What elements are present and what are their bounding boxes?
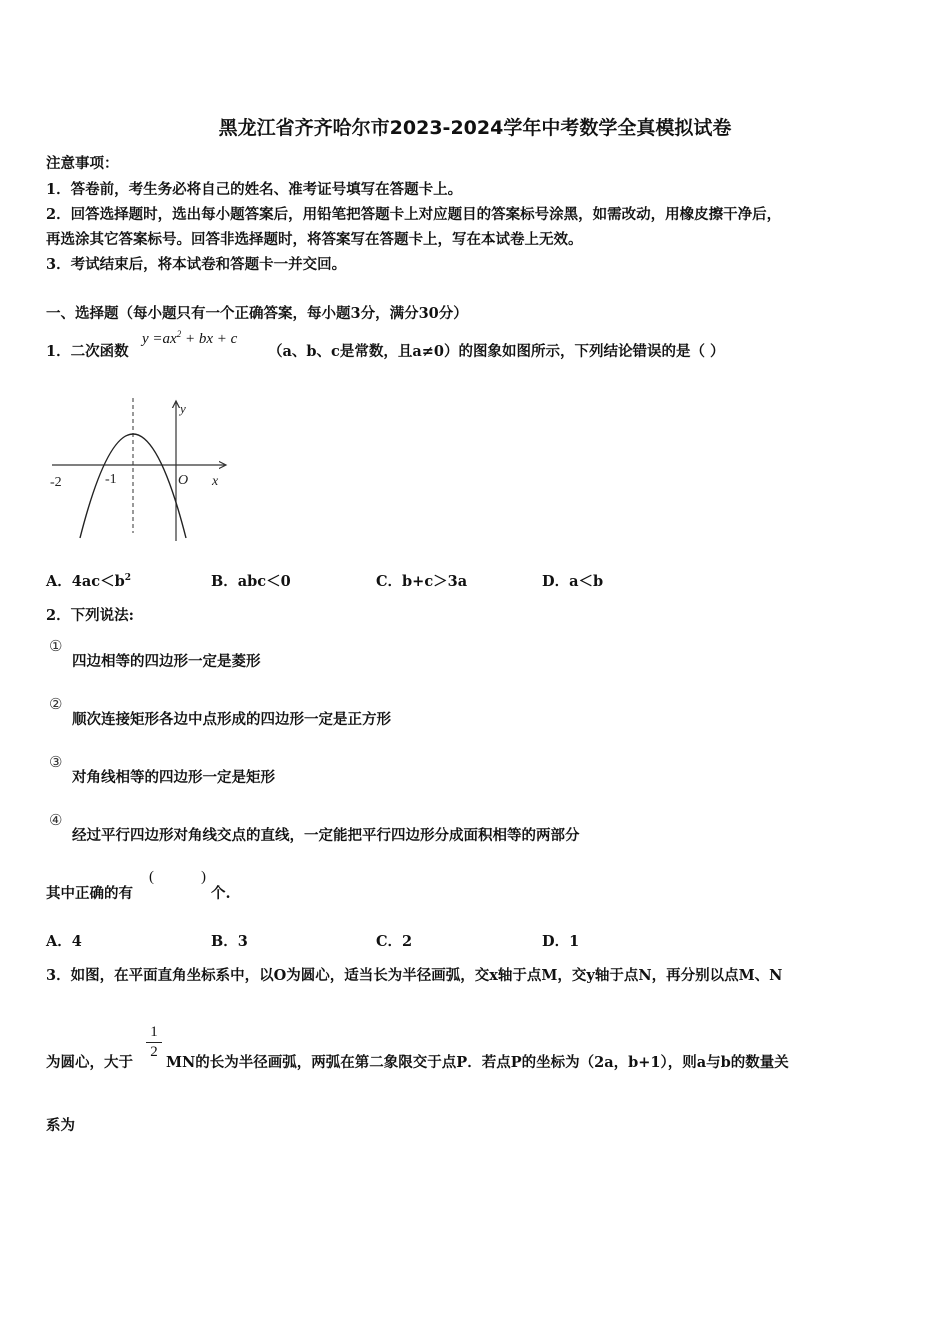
q2-statement-1: 四边相等的四边形一定是菱形: [72, 653, 261, 670]
q3-fraction: [146, 1024, 162, 1061]
q1-option-b: B．abc＜0: [211, 573, 291, 590]
label-origin: O: [178, 473, 189, 488]
page-title: 黑龙江省齐齐哈尔市2023-2024学年中考数学全真模拟试卷: [218, 117, 732, 139]
q1-option-a-text: A．4ac＜b: [46, 573, 125, 590]
q3-fraction-denominator: 2: [146, 1042, 162, 1061]
notice-item-2-line-2: 再选涂其它答案标号。回答非选择题时，将答案写在答题卡上，写在本试卷上无效。: [46, 231, 583, 248]
label-neg-1: -1: [105, 472, 117, 487]
notice-item-1: 1．答卷前，考生务必将自己的姓名、准考证号填写在答题卡上。: [46, 181, 463, 198]
q3-fraction-numerator: 1: [150, 1024, 158, 1040]
q2-count-suffix: 个.: [211, 885, 231, 902]
q2-statement-4: 经过平行四边形对角线交点的直线，一定能把平行四边形分成面积相等的两部分: [72, 827, 580, 844]
q2-circle-3: ③: [49, 753, 63, 771]
q1-option-a-sup: 2: [124, 573, 131, 584]
label-y: y: [180, 401, 186, 416]
q1-option-a: [46, 570, 131, 591]
q1-formula-y: y: [142, 331, 149, 347]
q1-formula-rest: + bx + c: [181, 331, 238, 347]
q2-stem: 2．下列说法:: [46, 607, 134, 624]
q2-option-b: B．3: [211, 933, 248, 950]
q1-parabola-graph: [44, 393, 234, 543]
q1-suffix: （a、b、c是常数，且a≠0）的图象如图所示，下列结论错误的是（ ）: [268, 343, 725, 360]
q2-statement-3: 对角线相等的四边形一定是矩形: [72, 769, 275, 786]
q3-line-3: 系为: [46, 1117, 75, 1134]
label-x: x: [212, 474, 219, 489]
q1-option-c: C．b+c＞3a: [376, 573, 468, 590]
notice-item-3: 3．考试结束后，将本试卷和答题卡一并交回。: [46, 256, 347, 273]
notice-item-2-line-1: 2．回答选择题时，选出每小题答案后，用铅笔把答题卡上对应题目的答案标号涂黑，如需改动，用橡皮擦干净后，: [46, 206, 782, 223]
q2-statement-2: 顺次连接矩形各边中点形成的四边形一定是正方形: [72, 711, 391, 728]
q2-circle-4: ④: [49, 811, 63, 829]
q1-formula-eq: =ax: [148, 331, 177, 347]
q2-circle-1: ①: [49, 637, 63, 655]
q1-prefix: 1．二次函数: [46, 343, 129, 360]
q2-circle-2: ②: [49, 695, 63, 713]
q2-option-c: C．2: [376, 933, 413, 950]
notice-heading: 注意事项：: [46, 155, 119, 172]
section-heading-choice: 一、选择题（每小题只有一个正确答案，每小题3分，满分30分）: [46, 305, 468, 322]
q2-option-d: D．1: [542, 933, 580, 950]
q1-formula-exp: 2: [176, 329, 182, 339]
q2-paren-left: (: [149, 869, 154, 885]
q3-line-2-start: 为圆心，大于: [46, 1054, 133, 1071]
q3-line-1: 3．如图，在平面直角坐标系中，以O为圆心，适当长为半径画弧，交x轴于点M，交y轴于点N，再分别以点M、N: [46, 967, 783, 984]
label-neg-2: -2: [50, 475, 62, 490]
q1-option-d: D．a＜b: [542, 573, 604, 590]
q1-formula: [142, 329, 237, 348]
q2-count-prefix: 其中正确的有: [46, 885, 133, 902]
q2-paren-right: ): [201, 869, 206, 885]
q2-option-a: A．4: [46, 933, 82, 950]
q3-line-2-end: MN的长为半径画弧，两弧在第二象限交于点P．若点P的坐标为（2a，b+1），则a与b的数量关: [166, 1054, 789, 1071]
